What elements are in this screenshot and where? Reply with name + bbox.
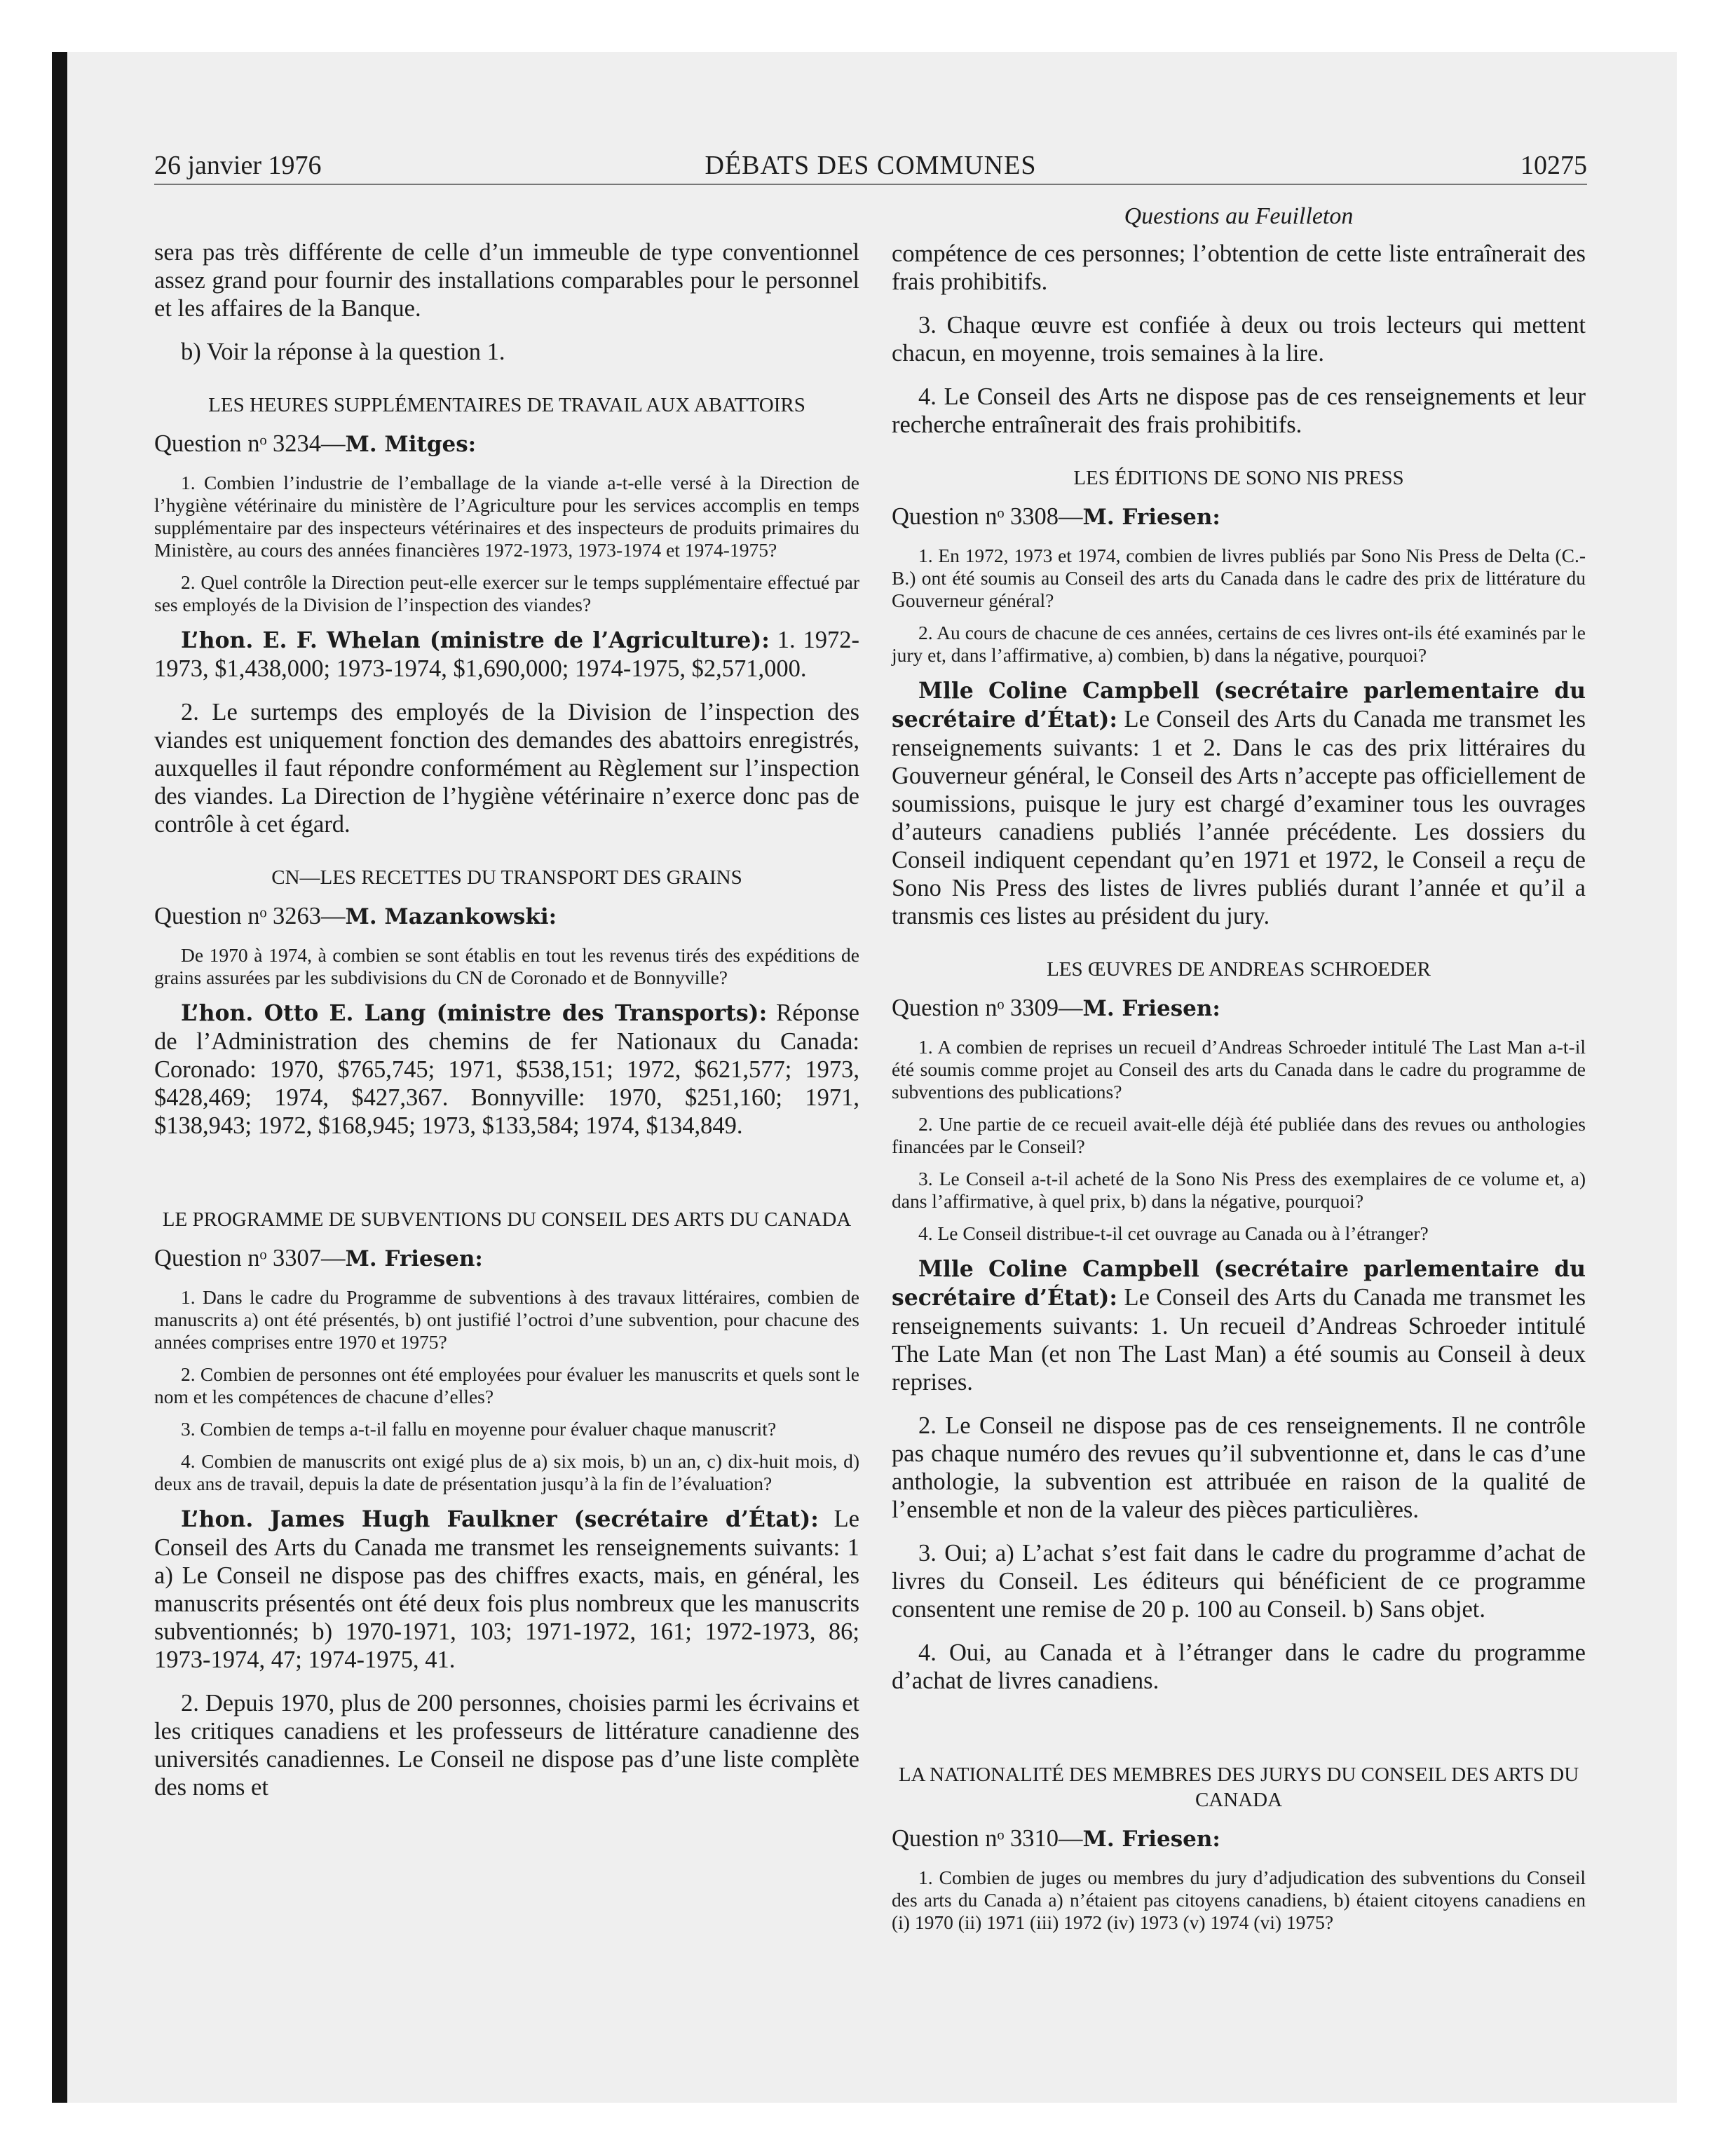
question-label: Question nᵒ 3263— [154,903,346,929]
speaker: L’hon. E. F. Whelan (ministre de l’Agriculture): [181,627,770,653]
answer-text: 1. 1972-1973, $1,438,000; 1973-1974, $1,690,000; 1974-1975, $2,571,000. [154,627,859,682]
answer: 2. Le Conseil ne dispose pas de ces renseignements. Il ne contrôle pas chaque numéro des revues qu’il subventionne et, dans le cas d’une anthologie, la subvention est attribuée en raison de la qualité de l’ensemble et non de la valeur des pièces particulières. [892,1412,1586,1523]
header-date: 26 janvier 1976 [154,151,322,180]
question-number [154,1245,859,1272]
question-author: M. Friesen: [345,1246,483,1271]
speaker: L’hon. James Hugh Faulkner (secrétaire d’État): [181,1506,819,1532]
speaker: Mlle Coline Campbell (secrétaire parlementaire du secrétaire d’État): [892,678,1586,732]
answer [154,999,859,1140]
question-number [892,503,1586,531]
question-text: 1. Combien l’industrie de l’emballage de la viande a-t-elle versé à la Direction de l’hygiène vétérinaire du ministère de l’Agriculture pour les services accomplis en temps supplémentaire par des inspecteurs vétérinaires et des inspecteurs de produits primaires du Ministère, au cours des années financières 1972-1973, 1973-1974 et 1974-1975? [154,472,859,561]
question-number [892,995,1586,1022]
answer-text: Le Conseil des Arts du Canada me transmet les renseignements suivants: 1. Un recueil d’Andreas Schroeder intitulé The Late Man (et non The Last Man) a été soumis au Conseil à deux reprises. [892,1284,1586,1396]
question-text: 2. Quel contrôle la Direction peut-elle exercer sur le temps supplémentaire effectué par ses employés de la Division de l’inspection des viandes? [154,571,859,615]
section-heading: CN—LES RECETTES DU TRANSPORT DES GRAINS [271,866,742,889]
question-text: 2. Au cours de chacune de ces années, certains de ces livres ont-ils été examinés par le jury et, dans l’affirmative, a) combien, b) dans la négative, pourquoi? [892,622,1586,666]
left-column [154,203,859,1817]
question-label: Question nᵒ 3309— [892,995,1083,1021]
paragraph: sera pas très différente de celle d’un immeuble de type conventionnel assez grand pour fournir des installations comparables pour le personnel et les affaires de la Banque. [154,239,859,322]
header-page-number: 10275 [1520,151,1587,180]
speaker: L’hon. Otto E. Lang (ministre des Transports): [181,1000,768,1026]
question-text: 1. Combien de juges ou membres du jury d’adjudication des subventions du Conseil des arts du Canada a) n’étaient pas citoyens canadiens, b) étaient citoyens canadiens en (i) 1970 (ii) 1971 (iii) 1972 (iv) 1973 (v) 1974 (vi) 1975? [892,1867,1586,1933]
question-label: Question nᵒ 3234— [154,430,346,457]
answer: 2. Le surtemps des employés de la Division de l’inspection des viandes est uniquement fonction des demandes des abattoirs enregistrés, auxquelles il faut répondre conformément au Règlement sur l’inspection des viandes. La Direction de l’hygiène vétérinaire n’exerce donc pas de contrôle à cet égard. [154,699,859,838]
section-heading: LES ŒUVRES DE ANDREAS SCHROEDER [1047,958,1431,981]
question-text: 1. A combien de reprises un recueil d’Andreas Schroeder intitulé The Last Man a-t-il été soumis comme projet au Conseil des arts du Canada dans le cadre du programme de subventions des publications? [892,1036,1586,1103]
question-text: 1. Dans le cadre du Programme de subventions à des travaux littéraires, combien de manuscrits a) ont été présentés, b) ont justifié l’octroi d’une subvention, pour chacune des années comprises entre 1970 et 1975? [154,1286,859,1353]
answer [892,676,1586,930]
scan-binding-edge [52,52,67,2103]
question-author: M. Friesen: [1082,505,1220,530]
question-label: Question nᵒ 3310— [892,1825,1083,1852]
paragraph: compétence de ces personnes; l’obtention de cette liste entraînerait des frais prohibitifs. [892,240,1586,295]
speaker: Mlle Coline Campbell (secrétaire parlementaire du secrétaire d’État): [892,1256,1586,1311]
answer [892,1255,1586,1396]
section-heading: LES ÉDITIONS DE SONO NIS PRESS [1073,467,1404,489]
question-author: M. Friesen: [1082,996,1220,1021]
answer-text: Réponse de l’Administration des chemins de fer Nationaux du Canada: Coronado: 1970, $765,745; 1971, $538,151; 1972, $621,577; 1973, $428,469; 1974, $427,367. Bonnyville: 1970, $251,160; 1971, $138,943; 1972, $168,945; 1973, $133,584; 1974, $134,849. [154,999,859,1139]
running-head: Questions au Feuilleton [1124,203,1354,229]
answer: 2. Depuis 1970, plus de 200 personnes, choisies parmi les écrivains et les critiques canadiens et les professeurs de littérature canadienne des universités canadiennes. Le Conseil ne dispose pas d’une liste complète des noms et [154,1690,859,1801]
paragraph: b) Voir la réponse à la question 1. [181,339,505,365]
question-text: 3. Combien de temps a-t-il fallu en moyenne pour évaluer chaque manuscrit? [181,1418,777,1440]
section-heading: LE PROGRAMME DE SUBVENTIONS DU CONSEIL DES ARTS DU CANADA [162,1208,852,1231]
question-text: 4. Le Conseil distribue-t-il cet ouvrage au Canada ou à l’étranger? [918,1222,1429,1244]
question-number [892,1825,1586,1853]
section-heading: LA NATIONALITÉ DES MEMBRES DES JURYS DU CONSEIL DES ARTS DU CANADA [898,1763,1579,1811]
answer [154,626,859,683]
question-number [154,903,859,930]
right-column [892,203,1586,1944]
question-label: Question nᵒ 3307— [154,1245,346,1271]
answer-text: Le Conseil des Arts du Canada me transmet les renseignements suivants: 1 et 2. Dans le cas des prix littéraires du Gouverneur général, le Conseil des Arts n’accepte pas officiellement de soumissions, puisque le jury est chargé d’examiner tous les ouvrages d’auteurs canadiens publiés l’année précédente. Les dossiers du Conseil indiquent cependant qu’en 1971 et 1972, le Conseil a reçu de Sono Nis Press des listes de livres publiés durant l’année et qu’il a transmis ces listes au président du jury. [892,706,1586,929]
question-text: 2. Combien de personnes ont été employées pour évaluer les manuscrits et quels sont le nom et les compétences de chacune d’elles? [154,1363,859,1407]
answer: 3. Oui; a) L’achat s’est fait dans le cadre du programme d’achat de livres du Conseil. Les éditeurs qui bénéficient de ce programme consentent une remise de 20 p. 100 au Conseil. b) Sans objet. [892,1540,1586,1623]
question-number [154,430,859,458]
question-label: Question nᵒ 3308— [892,503,1083,530]
question-author: M. Friesen: [1082,1827,1220,1852]
paragraph: 3. Chaque œuvre est confiée à deux ou trois lecteurs qui mettent chacun, en moyenne, trois semaines à la lire. [892,312,1586,367]
question-text: 3. Le Conseil a-t-il acheté de la Sono Nis Press des exemplaires de ce volume et, a) dans l’affirmative, à quel prix, b) dans la négative, pourquoi? [892,1168,1586,1212]
answer: 4. Oui, au Canada et à l’étranger dans le cadre du programme d’achat de livres canadiens. [892,1639,1586,1694]
question-author: M. Mazankowski: [345,904,557,929]
answer-text: Le Conseil des Arts du Canada me transmet les renseignements suivants: 1 a) Le Conseil ne dispose pas des chiffres exacts, mais, en général, les manuscrits présentés ont été deux fois plus nombreux que les manuscrits subventionnés; b) 1970-1971, 103; 1971-1972, 161; 1972-1973, 86; 1973-1974, 47; 1974-1975, 41. [154,1506,859,1673]
answer [154,1505,859,1674]
paragraph: 4. Le Conseil des Arts ne dispose pas de ces renseignements et leur recherche entraînerait des frais prohibitifs. [892,383,1586,438]
page-header [154,150,1587,185]
section-heading: LES HEURES SUPPLÉMENTAIRES DE TRAVAIL AUX ABATTOIRS [208,394,805,416]
question-text: 4. Combien de manuscrits ont exigé plus de a) six mois, b) un an, c) dix-huit mois, d) deux ans de travail, depuis la date de présentation jusqu’à la fin de l’évaluation? [154,1450,859,1494]
question-text: De 1970 à 1974, à combien se sont établis en tout les revenus tirés des expéditions de grains assurées par les subdivisions du CN de Coronado et de Bonnyville? [154,944,859,988]
header-title: DÉBATS DES COMMUNES [705,151,1037,180]
question-author: M. Mitges: [345,432,477,457]
question-text: 2. Une partie de ce recueil avait-elle déjà été publiée dans des revues ou anthologies financées par le Conseil? [892,1113,1586,1157]
question-text: 1. En 1972, 1973 et 1974, combien de livres publiés par Sono Nis Press de Delta (C.-B.) ont été soumis au Conseil des arts du Canada dans le cadre des prix de littérature du Gouverneur général? [892,545,1586,611]
